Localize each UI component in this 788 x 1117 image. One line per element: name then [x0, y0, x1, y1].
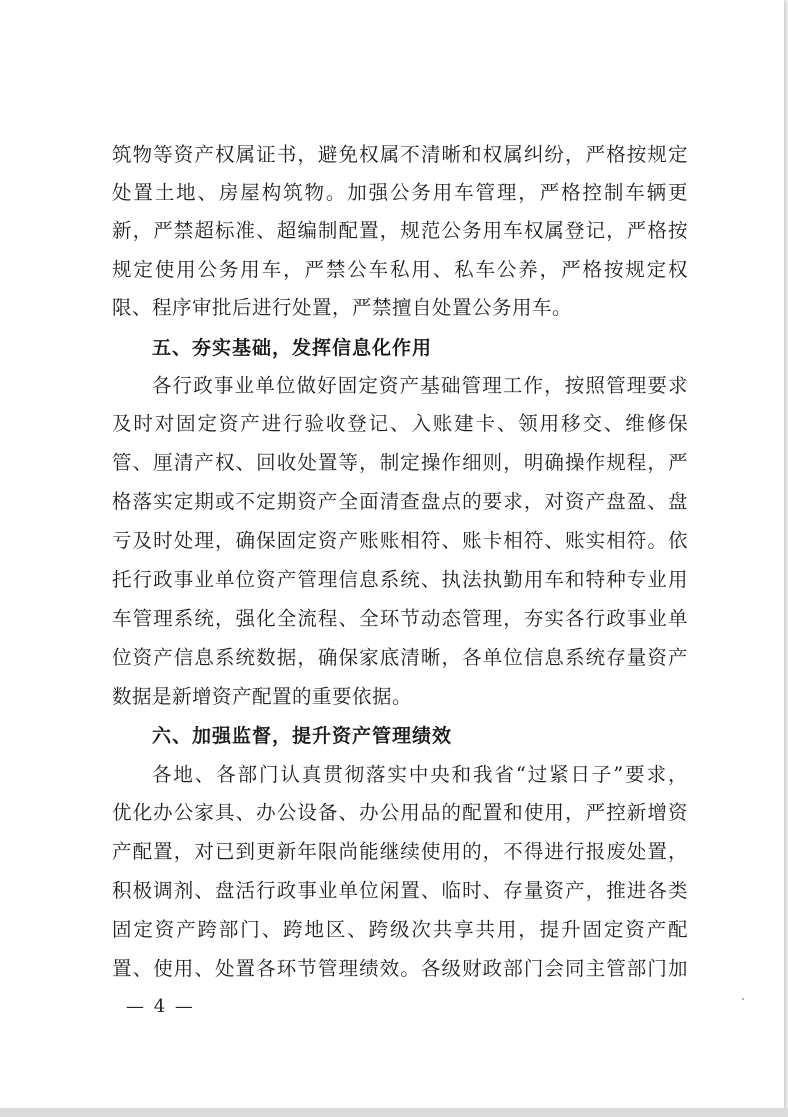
body-line: 规定使用公务用车，严禁公车私用、私车公养，严格按规定权 — [112, 258, 688, 281]
body-line: 优化办公家具、办公设备、办公用品的配置和使用，严控新增资 — [112, 801, 688, 824]
body-line: 限、程序审批后进行处置，严禁擅自处置公务用车。 — [112, 296, 573, 319]
scan-speck — [742, 998, 744, 1000]
section-heading: 五、夯实基础，发挥信息化作用 — [152, 337, 433, 359]
body-line: 产配置，对已到更新年限尚能继续使用的，不得进行报废处置， — [112, 840, 688, 863]
body-line: 固定资产跨部门、跨地区、跨级次共享共用，提升固定资产配 — [112, 918, 688, 941]
body-line: 数据是新增资产配置的重要依据。 — [112, 685, 413, 708]
body-line: 托行政事业单位资产管理信息系统、执法执勤用车和特种专业用 — [112, 568, 688, 591]
page-edge-strip — [0, 1108, 788, 1117]
body-line: 亏及时处理，确保固定资产账账相符、账卡相符、账实相符。依 — [112, 529, 688, 552]
body-line: 新，严禁超标准、超编制配置，规范公务用车权属登记，严格按 — [112, 219, 688, 242]
body-line: 格落实定期或不定期资产全面清查盘点的要求，对资产盘盈、盘 — [112, 490, 688, 513]
body-line: 置、使用、处置各环节管理绩效。各级财政部门会同主管部门加 — [112, 957, 688, 980]
body-line: 及时对固定资产进行验收登记、入账建卡、领用移交、维修保 — [112, 412, 688, 435]
page-number: — 4 — — [126, 996, 195, 1017]
body-line: 位资产信息系统数据，确保家底清晰，各单位信息系统存量资产 — [112, 646, 688, 669]
body-line: 筑物等资产权属证书，避免权属不清晰和权属纠纷，严格按规定 — [112, 143, 688, 166]
section-heading: 六、加强监督，提升资产管理绩效 — [152, 725, 453, 747]
body-line: 处置土地、房屋构筑物。加强公务用车管理，严格控制车辆更 — [112, 181, 688, 204]
body-line: 车管理系统，强化全流程、全环节动态管理，夯实各行政事业单 — [112, 607, 688, 630]
body-line: 各地、各部门认真贯彻落实中央和我省“过紧日子”要求， — [152, 763, 688, 786]
body-line: 积极调剂、盘活行政事业单位闲置、临时、存量资产，推进各类 — [112, 879, 688, 902]
body-line: 各行政事业单位做好固定资产基础管理工作，按照管理要求 — [152, 374, 688, 397]
body-line: 管、厘清产权、回收处置等，制定操作细则，明确操作规程，严 — [112, 451, 688, 474]
